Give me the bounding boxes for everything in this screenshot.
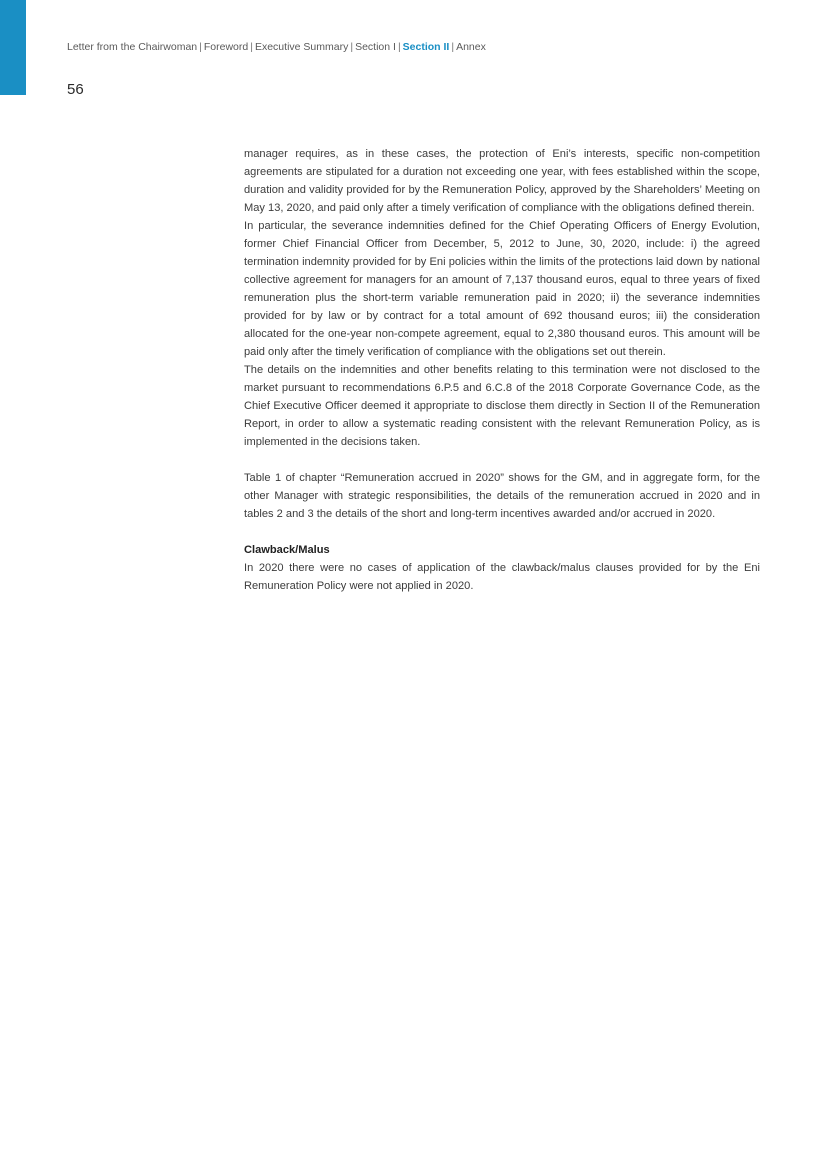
breadcrumb-item-executive-summary[interactable]: Executive Summary: [254, 41, 349, 53]
paragraph-disclosure: The details on the indemnities and other benefits relating to this termination were not disclosed to the market pursuant to recommendations 6.P.5 and 6.C.8 of the 2018 Corporate Governance Code, as the Chief Executive Officer deemed it appropriate to disclose them directly in Section II of the Remuneration Report, in order to allow a systematic reading consistent with the relevant Remuneration Policy, as is implemented in the decisions taken.: [244, 364, 760, 448]
breadcrumb-item-foreword[interactable]: Foreword: [203, 41, 249, 53]
breadcrumb-separator: |: [397, 41, 401, 53]
clawback-heading: Clawback/Malus: [244, 544, 330, 556]
paragraph-non-compete: manager requires, as in these cases, the protection of Eni’s interests, specific non-competition agreements are stipulated for a duration not exceeding one year, with fees established within the scope, duration and validity provided for by the Remuneration Policy, approved by the Shareholders’ Meeting on May 13, 2020, and paid only after a timely verification of compliance with the obligations defined therein.: [244, 148, 760, 214]
breadcrumb-item-section-i[interactable]: Section I: [355, 41, 396, 53]
paragraph-severance: In particular, the severance indemnities defined for the Chief Operating Officers of Energy Evolution, former Chief Financial Officer from December, 5, 2012 to June, 30, 2020, include: i) the agreed termination indemnity provided for by Eni policies within the limits of the protections laid down by national collective agreement for managers for an amount of 7,137 thousand euros, equal to three years of fixed remuneration plus the short-term variable remuneration paid in 2020; ii) the severance indemnities provided for by law or by contract for a total amount of 692 thousand euros; iii) the consideration allocated for the one-year non-compete agreement, equal to 2,380 thousand euros. This amount will be paid only after the timely verification of compliance with the obligations set out therein.: [244, 220, 760, 358]
breadcrumb-separator: |: [451, 41, 455, 53]
breadcrumb-item-annex[interactable]: Annex: [456, 41, 486, 53]
paragraph-table-reference: Table 1 of chapter “Remuneration accrued in 2020” shows for the GM, and in aggregate form, for the other Manager with strategic responsibilities, the details of the remuneration accrued in 2020 and in tables 2 and 3 the details of the short and long-term incentives awarded and/or accrued in 2020.: [244, 472, 760, 520]
breadcrumb-separator: |: [350, 41, 354, 53]
body-text: [244, 145, 760, 595]
breadcrumb-separator: |: [250, 41, 253, 53]
section-color-tab: [0, 0, 26, 95]
breadcrumb-item-section-ii[interactable]: Section II: [402, 41, 450, 53]
breadcrumb-item-letter[interactable]: Letter from the Chairwoman: [67, 41, 198, 53]
breadcrumb: [67, 41, 486, 53]
page-number: 56: [67, 81, 84, 98]
clawback-paragraph: In 2020 there were no cases of application of the clawback/malus clauses provided for by the Eni Remuneration Policy were not applied in 2020.: [244, 562, 760, 592]
breadcrumb-separator: |: [199, 41, 202, 53]
